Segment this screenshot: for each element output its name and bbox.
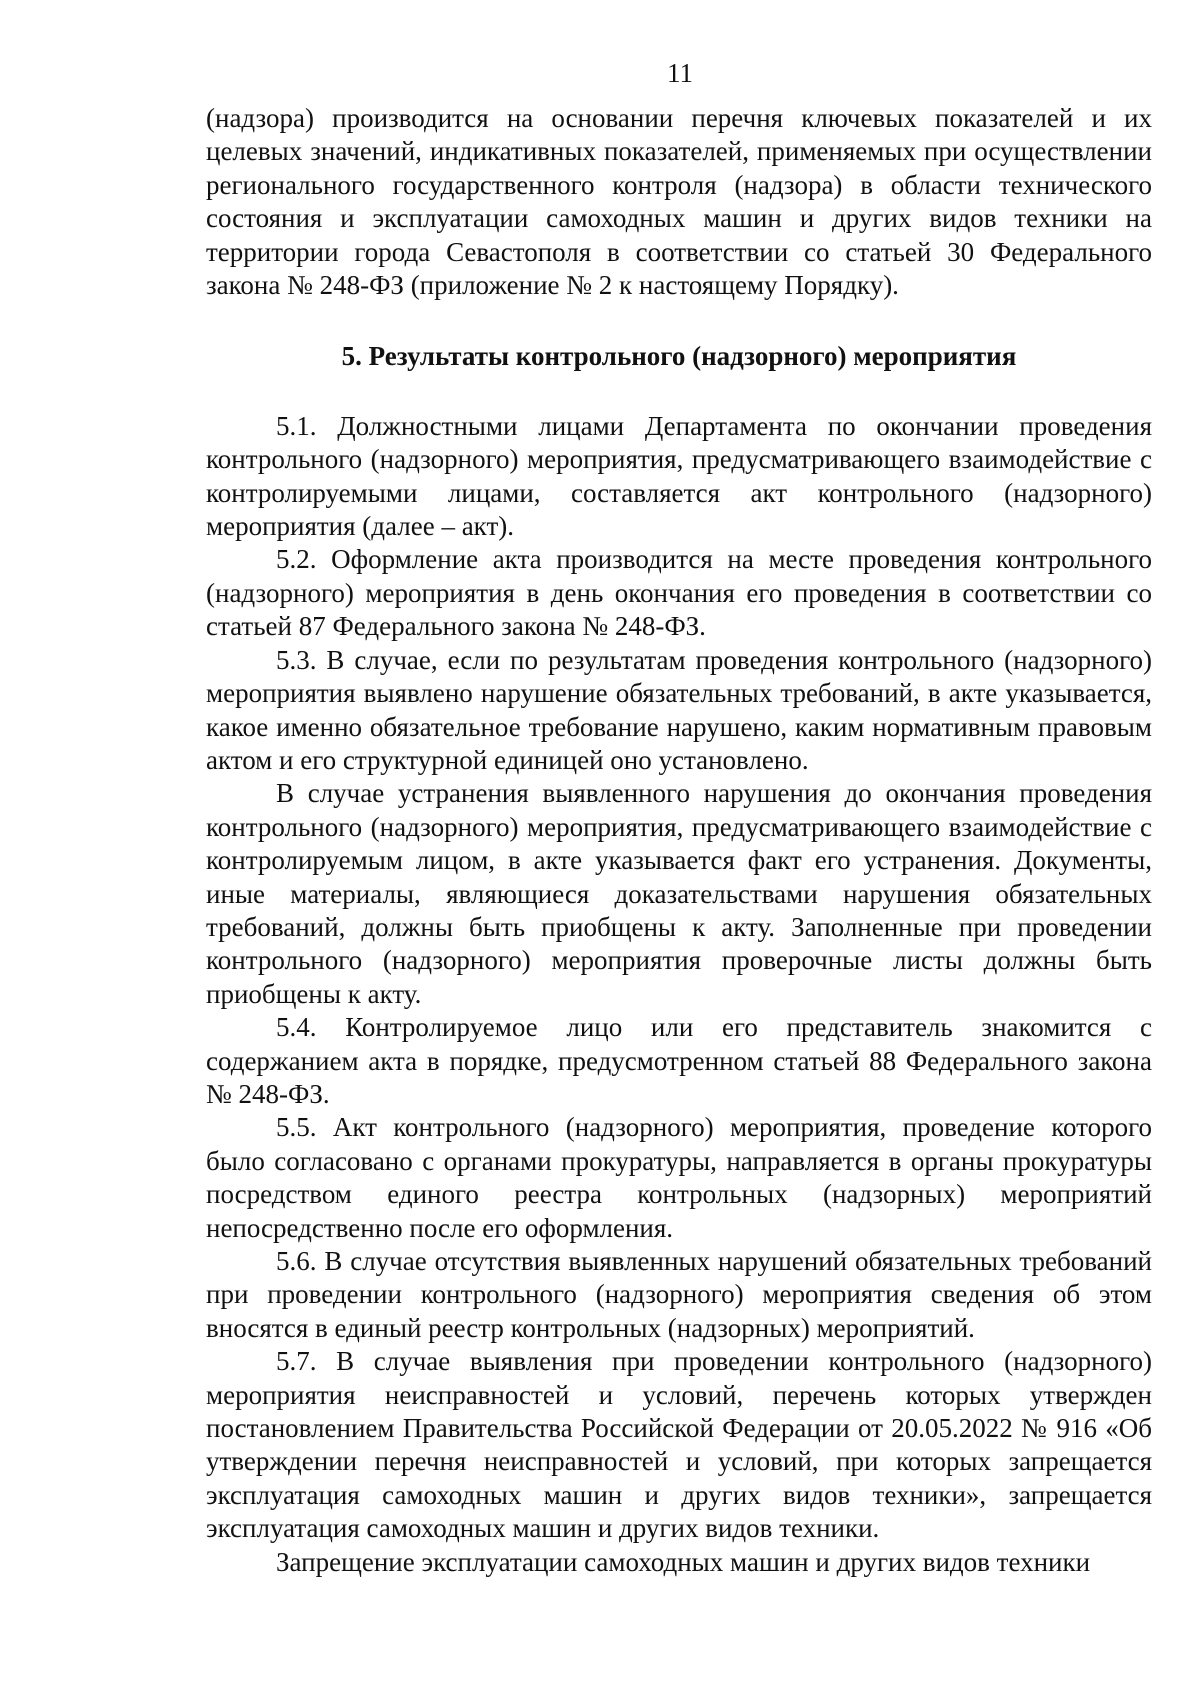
intro-paragraph: (надзора) производится на основании перечня ключевых показателей и их целевых значений, индикативных показателей, применяемых при осуществлении регионального государственного контроля (надзора) в области технического состояния и эксплуатации самоходных машин и других видов техники на территории города Севастополя в соответствии со статьей 30 Федерального закона № 248-ФЗ (приложение № 2 к настоящему Порядку). [206, 103, 1152, 301]
page-number: 11 [667, 58, 693, 88]
document-body [206, 102, 1152, 1579]
paragraph-5-6: 5.6. В случае отсутствия выявленных нарушений обязательных требований при проведении контрольного (надзорного) мероприятия сведения об этом вносятся в единый реестр контрольных (надзорных) мероприятий. [206, 1246, 1152, 1343]
paragraph-5-2: 5.2. Оформление акта производится на месте проведения контрольного (надзорного) мероприятия в день окончания его проведения в соответствии со статьей 87 Федерального закона № 248-ФЗ. [206, 544, 1152, 642]
paragraph-5-5: 5.5. Акт контрольного (надзорного) мероприятия, проведение которого было согласовано с органами прокуратуры, направляется в органы прокуратуры посредством единого реестра контрольных (надзорных) мероприятий непосредственно после его оформления. [206, 1112, 1152, 1243]
section-heading: 5. Результаты контрольного (надзорного) мероприятия [341, 341, 1017, 372]
paragraph-5-1: 5.1. Должностными лицами Департамента по окончании проведения контрольного (надзорного) мероприятия, предусматривающего взаимодействие с контролируемыми лицами, составляется акт контрольного (надзорного) мероприятия (далее – акт). [206, 410, 1152, 542]
paragraph-5-3: 5.3. В случае, если по результатам проведения контрольного (надзорного) мероприятия выявлено нарушение обязательных требований, в акте указывается, какое именно обязательное требование нарушено, каким нормативным правовым актом и его структурной единицей оно установлено. [206, 644, 1152, 775]
paragraph-5-7: 5.7. В случае выявления при проведении контрольного (надзорного) мероприятия неисправностей и условий, перечень которых утвержден постановлением Правительства Российской Федерации от 20.05.2022 № 916 «Об утверждении перечня неисправностей и условий, при которых запрещается эксплуатация самоходных машин и других видов техники», запрещается эксплуатация самоходных машин и других видов техники. [206, 1346, 1152, 1544]
paragraph-5-4: 5.4. Контролируемое лицо или его представитель знакомится с содержанием акта в порядке, предусмотренном статьей 88 Федерального закона № 248-ФЗ. [206, 1012, 1152, 1109]
paragraph-5-3-continued: В случае устранения выявленного нарушения до окончания проведения контрольного (надзорного) мероприятия, предусматривающего взаимодействие с контролируемым лицом, в акте указывается факт его устранения. Документы, иные материалы, являющиеся доказательствами нарушения обязательных требований, должны быть приобщены к акту. Заполненные при проведении контрольного (надзорного) мероприятия проверочные листы должны быть приобщены к акту. [206, 778, 1152, 1009]
paragraph-5-7-continued: Запрещение эксплуатации самоходных машин и других видов техники [276, 1546, 1091, 1577]
